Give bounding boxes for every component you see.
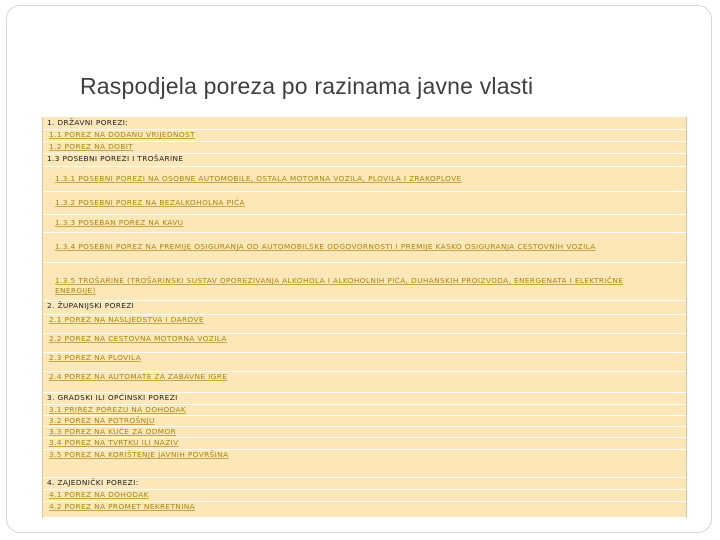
tax-link[interactable]: 1.3.2 POSEBNI POREZ NA BEZALKOHOLNA PIĆA bbox=[55, 198, 245, 207]
tax-link[interactable]: 1.3.3 POSEBAN POREZ NA KAVU bbox=[55, 218, 184, 227]
section-heading-label: 1. DRŽAVNI POREZI: bbox=[47, 118, 129, 127]
tax-link[interactable]: 1.1 POREZ NA DODANU VRIJEDNOST bbox=[49, 130, 195, 139]
table-row[interactable] bbox=[43, 449, 686, 478]
table-section-heading bbox=[43, 300, 686, 315]
table-row[interactable] bbox=[43, 352, 686, 372]
tax-link[interactable]: 2.2 POREZ NA CESTOVNA MOTORNA VOZILA bbox=[49, 334, 227, 343]
table-row[interactable] bbox=[43, 371, 686, 393]
tax-link[interactable]: 3.5 POREZ NA KORIŠTENJE JAVNIH POVRŠINA bbox=[49, 450, 229, 459]
tax-link[interactable]: 2.3 POREZ NA PLOVILA bbox=[49, 353, 142, 362]
tax-link[interactable]: 3.4 POREZ NA TVRTKU ILI NAZIV bbox=[49, 438, 179, 447]
tax-link[interactable]: 1.3.1 POSEBNI POREZI NA OSOBNE AUTOMOBILE, OSTALA MOTORNA VOZILA, PLOVILA I ZRAKOPLOVE bbox=[55, 174, 462, 183]
tax-link[interactable]: 1.3.4 POSEBNI POREZ NA PREMIJE OSIGURANJA OD AUTOMOBILSKE ODGOVORNOSTI I PREMIJE KASKO OSIGURANJA CESTOVNIH VOZILA bbox=[55, 242, 596, 251]
tax-link[interactable]: 1.3.5 TROŠARINE (TROŠARINSKI SUSTAV OPOREZIVANJA ALKOHOLA I ALKOHOLNIH PIĆA, DUHANSKIH PROIZVODA, ENERGENATA I ELEKTRIČNE ENERGIJE) bbox=[55, 276, 624, 295]
tax-distribution-table bbox=[42, 117, 687, 518]
tax-link[interactable]: 3.3 POREZ NA KUĆE ZA ODMOR bbox=[49, 427, 177, 436]
table-row[interactable] bbox=[43, 232, 686, 263]
table-row[interactable] bbox=[43, 191, 686, 215]
section-heading-label: 1.3 POSEBNI POREZI I TROŠARINE bbox=[47, 154, 184, 163]
tax-link[interactable]: 3.2 POREZ NA POTROŠNJU bbox=[49, 416, 155, 425]
tax-link[interactable]: 1.2 POREZ NA DOBIT bbox=[49, 142, 134, 151]
table-row[interactable] bbox=[43, 166, 686, 192]
section-heading-label: 4. ZAJEDNIČKI POREZI: bbox=[47, 478, 139, 487]
tax-link[interactable]: 4.2 POREZ NA PROMET NEKRETNINA bbox=[49, 502, 196, 511]
tax-link[interactable]: 4.1 POREZ NA DOHODAK bbox=[49, 490, 149, 499]
tax-link[interactable]: 2.1 POREZ NA NASLJEDSTVA I DAROVE bbox=[49, 315, 204, 324]
table-row[interactable] bbox=[43, 501, 686, 518]
table-row[interactable] bbox=[43, 333, 686, 353]
section-heading-label: 3. GRADSKI ILI OPĆINSKI POREZI bbox=[47, 393, 178, 402]
section-heading-label: 2. ŽUPANIJSKI POREZI bbox=[47, 301, 135, 310]
table-section-heading bbox=[43, 153, 686, 167]
slide-title: Raspodjela poreza po razinama javne vlasti bbox=[80, 73, 534, 99]
tax-link[interactable]: 3.1 PRIREZ POREZU NA DOHODAK bbox=[49, 405, 187, 414]
table-row[interactable] bbox=[43, 314, 686, 334]
table-row[interactable] bbox=[43, 262, 686, 301]
tax-link[interactable]: 2.4 POREZ NA AUTOMATE ZA ZABAVNE IGRE bbox=[49, 372, 228, 381]
table-row[interactable] bbox=[43, 214, 686, 233]
